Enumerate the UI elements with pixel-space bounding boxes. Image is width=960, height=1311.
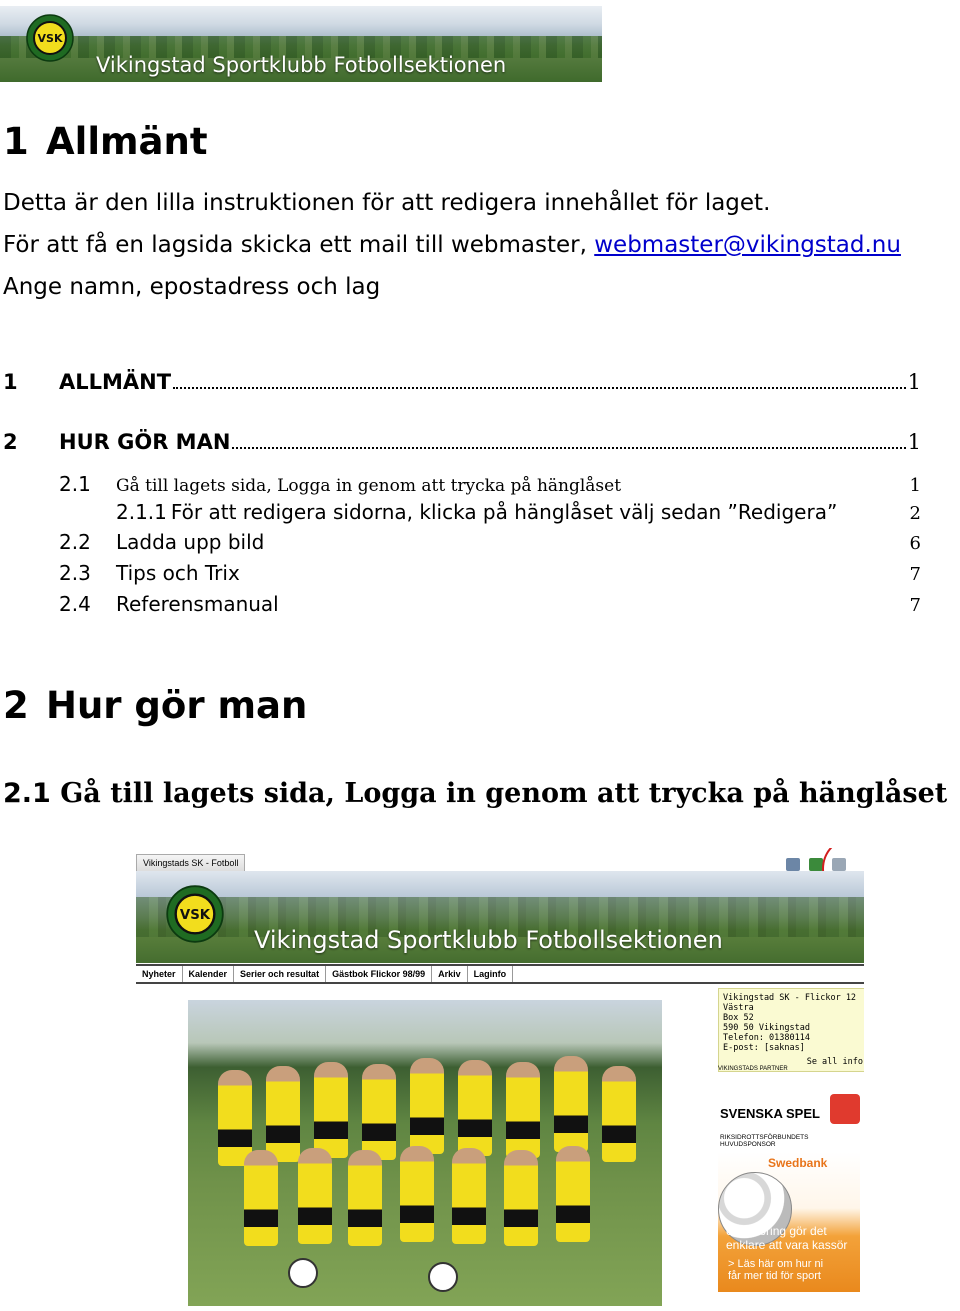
mail-paragraph <box>3 232 901 258</box>
info-line: Telefon: 01380114 <box>723 1033 810 1043</box>
player <box>504 1150 538 1246</box>
toc-page: 2 <box>909 503 921 524</box>
svenska-spel-logo-icon <box>830 1094 860 1124</box>
ad-brand: Swedbank <box>768 1156 828 1170</box>
ad-line: e-bokföring gör det <box>726 1224 827 1238</box>
player <box>218 1070 252 1166</box>
toc-sub-2-1-1[interactable] <box>116 500 921 528</box>
toc-page: 7 <box>909 564 921 585</box>
heading-text: Hur gör man <box>46 684 308 727</box>
ad-line: > Läs här om hur ni <box>728 1258 824 1270</box>
ad-line: får mer tid för sport <box>728 1270 821 1282</box>
toc-sub-2-2[interactable] <box>59 530 921 558</box>
player <box>244 1150 278 1246</box>
player <box>266 1066 300 1162</box>
heading-hur-gor-man <box>3 684 307 727</box>
info-line: Box 52 <box>723 1013 754 1023</box>
toc-num: 1 <box>3 370 18 394</box>
heading-text: Gå till lagets sida, Logga in genom att trycka på hänglåset <box>60 778 948 809</box>
player <box>554 1056 588 1152</box>
toc-page: 1 <box>907 430 921 454</box>
swedbank-ad[interactable] <box>718 1152 860 1292</box>
partner-label: VIKINGSTADS PARTNER <box>718 1066 788 1072</box>
toc-text: HUR GÖR MAN <box>59 430 231 454</box>
intro-text: Detta är den lilla instruktionen för att redigera innehållet för laget. <box>3 190 771 216</box>
player <box>314 1062 348 1158</box>
menu-gastbok[interactable]: Gästbok Flickor 98/99 <box>326 966 432 982</box>
toc-page: 7 <box>909 595 921 616</box>
player <box>506 1062 540 1158</box>
browser-tab[interactable]: Vikingstads SK - Fotboll <box>136 854 245 871</box>
vsk-logo-icon <box>26 14 74 62</box>
toc-num: 2 <box>3 430 18 454</box>
toc-page: 1 <box>907 370 921 394</box>
ad-line: enklare att vara kassör <box>726 1238 848 1252</box>
player <box>348 1150 382 1246</box>
toc-sub-2-4[interactable] <box>59 592 921 620</box>
player <box>298 1148 332 1244</box>
toc-entry-1[interactable] <box>3 370 921 400</box>
info-line: E-post: [saknas] <box>723 1043 805 1053</box>
toc-leader <box>232 447 905 449</box>
player <box>452 1148 486 1244</box>
toc-num: 2.4 <box>59 592 91 616</box>
toc-sub-2-3[interactable] <box>59 561 921 589</box>
ad-cta <box>728 1258 823 1282</box>
menu-arkiv[interactable]: Arkiv <box>432 966 468 982</box>
toc-sub-2-1[interactable] <box>59 472 921 500</box>
toc-text: ALLMÄNT <box>59 370 172 394</box>
help-icon[interactable] <box>809 858 823 871</box>
ad-headline <box>726 1224 847 1252</box>
info-line: Vikingstad SK - Flickor 12 <box>723 993 857 1003</box>
sponsor-name[interactable]: SVENSKA SPEL <box>720 1106 820 1121</box>
info-line: 590 50 Vikingstad <box>723 1023 810 1033</box>
mail-text: För att få en lagsida skicka ett mail till webmaster, <box>3 232 587 258</box>
site-header-banner <box>136 871 864 963</box>
ball-icon <box>428 1262 458 1292</box>
player <box>362 1064 396 1160</box>
site-menu-bar <box>136 964 864 984</box>
heading-allmant <box>3 120 208 163</box>
webmaster-email-link[interactable]: webmaster@vikingstad.nu <box>594 232 901 258</box>
player <box>556 1146 590 1242</box>
toc-text: Tips och Trix <box>116 561 240 585</box>
menu-nyheter[interactable]: Nyheter <box>136 966 183 982</box>
toc-text: För att redigera sidorna, klicka på hänglåset välj sedan ”Redigera” <box>170 500 838 524</box>
player <box>400 1146 434 1242</box>
player <box>602 1066 636 1162</box>
heading-number: 2.1 <box>3 778 51 809</box>
menu-kalender[interactable]: Kalender <box>183 966 235 982</box>
menu-laginfo[interactable]: Laginfo <box>468 966 514 982</box>
ange-text: Ange namn, epostadress och lag <box>3 274 381 300</box>
toc-num: 2.1 <box>59 472 91 496</box>
toc-page: 1 <box>909 475 921 496</box>
browser-tab-bar <box>136 852 864 872</box>
toc-num: 2.3 <box>59 561 91 585</box>
sponsor-subtitle: RIKSIDROTTSFÖRBUNDETS HUVUDSPONSOR <box>720 1134 809 1148</box>
player <box>458 1060 492 1156</box>
heading-number: 2 <box>3 684 29 727</box>
heading-2-1 <box>3 778 947 809</box>
banner-title: Vikingstad Sportklubb Fotbollsektionen <box>96 53 507 77</box>
menu-serier[interactable]: Serier och resultat <box>234 966 326 982</box>
toc-num: 2.2 <box>59 530 91 554</box>
toc-entry-2[interactable] <box>3 430 921 460</box>
toc-text: Gå till lagets sida, Logga in genom att trycka på hänglåset <box>116 476 622 496</box>
toc-page: 6 <box>909 533 921 554</box>
heading-text: Allmänt <box>46 120 208 163</box>
team-info-box <box>718 988 864 1072</box>
team-photo <box>188 1000 662 1306</box>
heading-number: 1 <box>3 120 29 163</box>
svg-text:VSK: VSK <box>179 907 211 923</box>
info-line: Västra <box>723 1003 754 1013</box>
site-banner <box>0 6 602 82</box>
website-screenshot <box>136 848 864 1311</box>
vsk-logo-icon <box>166 885 224 943</box>
toc-leader <box>173 387 906 389</box>
ball-icon <box>288 1258 318 1288</box>
toc-text: Referensmanual <box>116 592 279 616</box>
toc-text: Ladda upp bild <box>116 530 265 554</box>
player <box>410 1058 444 1154</box>
sitemap-icon[interactable] <box>786 858 800 871</box>
see-all-info-link[interactable]: Se all info <box>806 1057 863 1067</box>
toc-num: 2.1.1 <box>116 500 167 524</box>
site-banner-title: Vikingstad Sportklubb Fotbollsektionen <box>254 926 723 954</box>
svg-text:VSK: VSK <box>37 32 63 45</box>
